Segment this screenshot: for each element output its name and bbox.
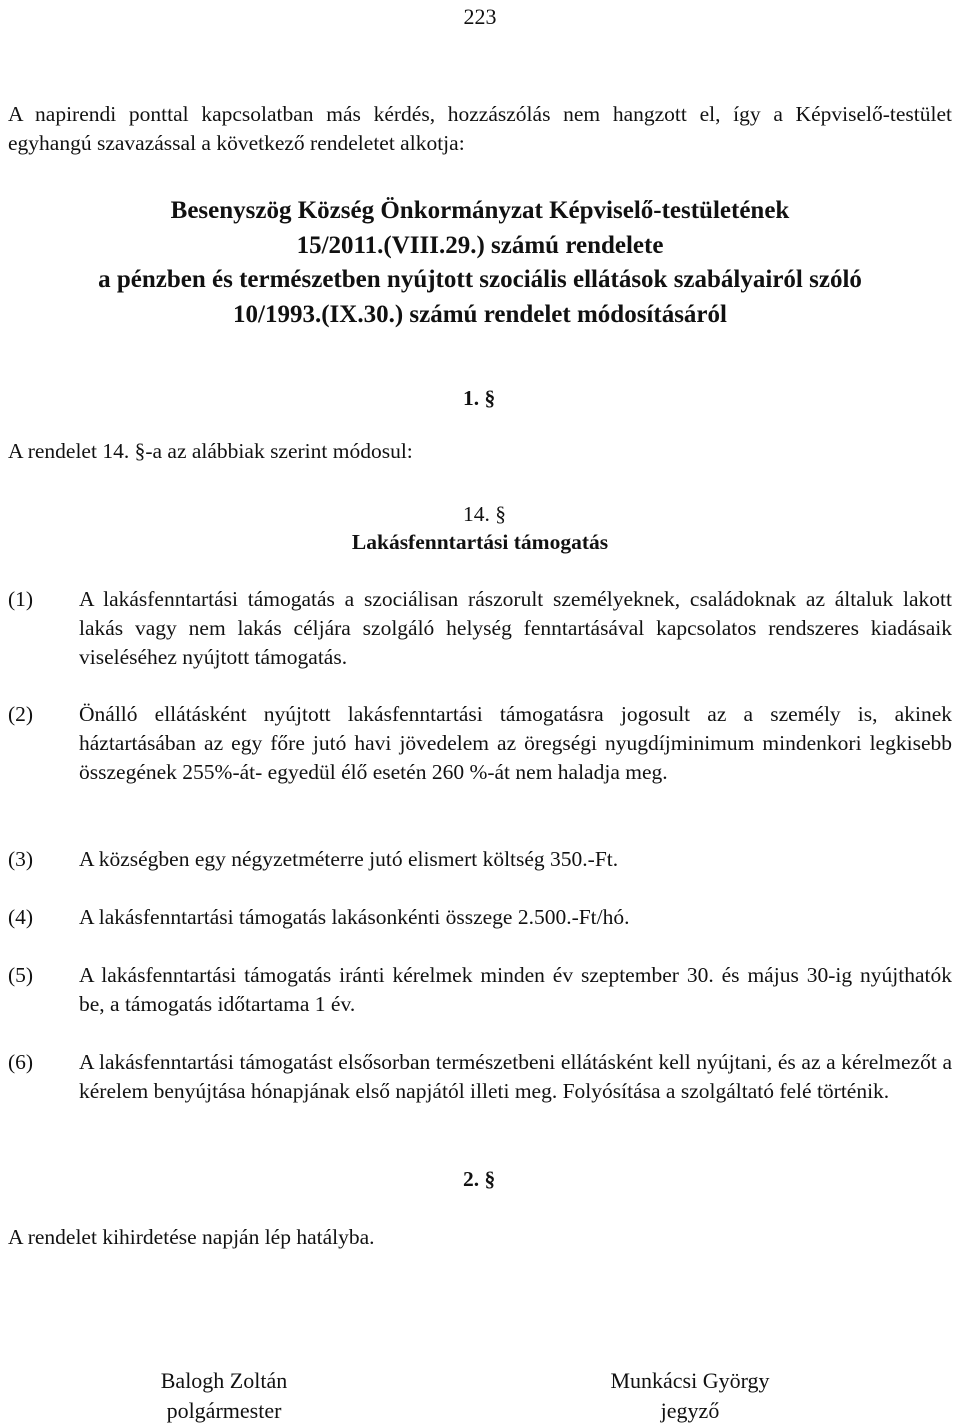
paragraph-4: [8, 903, 952, 932]
section-2-mark: 2. §: [463, 1167, 496, 1191]
paragraph-text: A községben egy négyzetméterre jutó elismert költség 350.-Ft.: [79, 847, 619, 871]
title-line-3: a pénzben és természetben nyújtott szociális ellátások szabályairól szóló: [98, 266, 862, 293]
signatory-role: polgármester: [166, 1398, 282, 1423]
effective-date-statement: A rendelet kihirdetése napján lép hatályba.: [8, 1225, 375, 1249]
paragraph-number: (4): [8, 905, 34, 929]
signatory-name: Balogh Zoltán: [160, 1368, 288, 1393]
paragraph-number: (1): [8, 587, 34, 611]
paragraph-number: (6): [8, 1050, 34, 1074]
amendment-statement: A rendelet 14. §-a az alábbiak szerint módosul:: [8, 439, 413, 463]
paragraph-text: Önálló ellátásként nyújtott lakásfenntartási támogatásra jogosult az a személy is, akinek háztartásában az egy főre jutó havi jövedelem az öregségi nyugdíjminimum mindenkori legkisebb összegének 255%-át- egyedül élő esetén 260 %-át nem haladja meg.: [79, 702, 952, 784]
subsection-14-mark: 14. §: [463, 502, 506, 526]
paragraph-5: [8, 961, 952, 1019]
section-1-mark: 1. §: [463, 386, 496, 410]
title-line-4: 10/1993.(IX.30.) számú rendelet módosításáról: [233, 300, 727, 328]
subsection-title: Lakásfenntartási támogatás: [351, 530, 609, 554]
paragraph-2: [8, 700, 952, 787]
paragraph-number: (3): [8, 847, 34, 871]
signature-mayor: [74, 1366, 374, 1426]
paragraph-text: A lakásfenntartási támogatást elsősorban természetbeni ellátásként kell nyújtani, és az a kérelmezőt a kérelem benyújtása hónapjának első napjától illeti meg. Folyósítása a szolgáltató felé történik.: [79, 1050, 952, 1103]
paragraph-6: [8, 1048, 952, 1106]
title-line-1: Besenyszög Község Önkormányzat Képviselő-testületének: [170, 197, 790, 224]
page-number: 223: [463, 4, 497, 29]
paragraph-text: A lakásfenntartási támogatás a szociálisan rászorult személyeknek, családoknak az általuk lakott lakás vagy nem lakás céljára szolgáló helység fenntartásával kapcsolatos rendszeres kiadásaik viseléséhez nyújtott támogatás.: [79, 587, 952, 669]
intro-paragraph: A napirendi ponttal kapcsolatban más kérdés, hozzászólás nem hangzott el, így a Képviselő-testület egyhangú szavazással a következő rendeletet alkotja:: [8, 102, 952, 155]
paragraph-number: (2): [8, 702, 34, 726]
paragraph-1: [8, 585, 952, 672]
regulation-title: [8, 194, 952, 332]
signature-notary: [540, 1366, 840, 1426]
paragraph-3: [8, 845, 952, 874]
paragraph-text: A lakásfenntartási támogatás lakásonkénti összege 2.500.-Ft/hó.: [79, 905, 630, 929]
paragraph-text: A lakásfenntartási támogatás iránti kérelmek minden év szeptember 30. és május 30-ig nyújthatók be, a támogatás időtartama 1 év.: [79, 963, 952, 1016]
signatory-role: jegyző: [660, 1398, 720, 1423]
paragraph-number: (5): [8, 963, 34, 987]
title-line-2: 15/2011.(VIII.29.) számú rendelete: [296, 231, 664, 259]
signatory-name: Munkácsi György: [610, 1368, 770, 1393]
